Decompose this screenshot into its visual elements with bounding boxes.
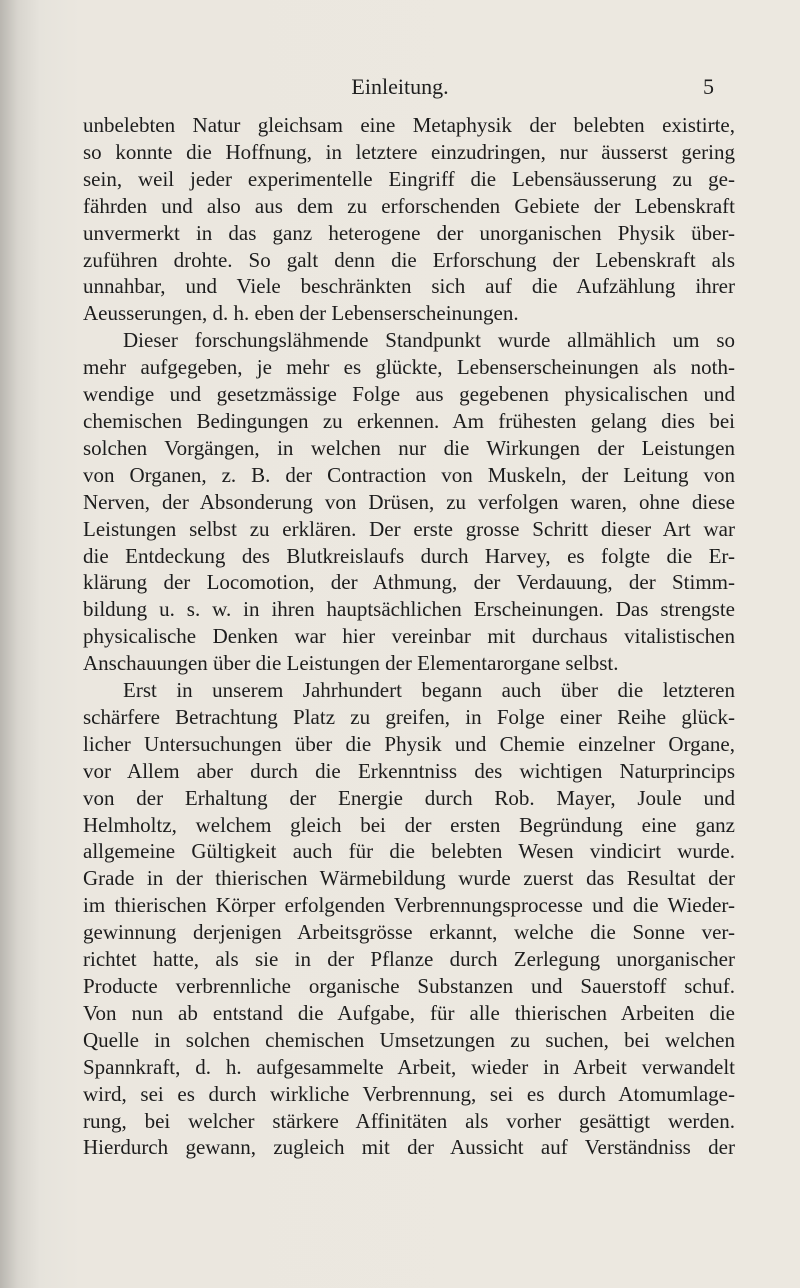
text-line: sein, weil jeder experimentelle Eingriff die Lebensäusserung zu ge-	[83, 166, 735, 191]
text-line: Hierdurch gewann, zugleich mit der Aussicht auf Verständniss der	[83, 1135, 735, 1160]
text-line: von Organen, z. B. der Contraction von Muskeln, der Leitung von	[83, 462, 735, 487]
text-line: im thierischen Körper erfolgenden Verbrennungsprocesse und die Wieder-	[83, 893, 735, 918]
page-header	[0, 74, 800, 104]
text-line: allgemeine Gültigkeit auch für die belebten Wesen vindicirt wurde.	[83, 839, 735, 864]
text-line: die Entdeckung des Blutkreislaufs durch Harvey, es folgte die Er-	[83, 543, 735, 568]
page-number: 5	[703, 74, 714, 99]
text-line: Spannkraft, d. h. aufgesammelte Arbeit, wieder in Arbeit verwandelt	[83, 1054, 735, 1079]
paragraph	[83, 112, 735, 327]
text-line: Quelle in solchen chemischen Umsetzungen zu suchen, bei welchen	[83, 1027, 735, 1052]
text-line: licher Untersuchungen über die Physik und Chemie einzelner Organe,	[83, 731, 735, 756]
running-title: Einleitung.	[351, 74, 449, 99]
text-line: Grade in der thierischen Wärmebildung wurde zuerst das Resultat der	[83, 866, 735, 891]
text-line: Nerven, der Absonderung von Drüsen, zu verfolgen waren, ohne diese	[83, 489, 735, 514]
text-line: schärfere Betrachtung Platz zu greifen, in Folge einer Reihe glück-	[83, 704, 735, 729]
text-line: von der Erhaltung der Energie durch Rob. Mayer, Joule und	[83, 785, 735, 810]
text-line: unvermerkt in das ganz heterogene der unorganischen Physik über-	[83, 220, 735, 245]
text-line: Producte verbrennliche organische Substanzen und Sauerstoff schuf.	[83, 974, 735, 998]
paragraph	[83, 677, 735, 1161]
text-line: solchen Vorgängen, in welchen nur die Wirkungen der Leistungen	[83, 435, 735, 460]
text-line: fährden und also aus dem zu erforschenden Gebiete der Lebenskraft	[83, 193, 735, 218]
text-line: wendige und gesetzmässige Folge aus gegebenen physicalischen und	[83, 382, 735, 407]
text-line: klärung der Locomotion, der Athmung, der Verdauung, der Stimm-	[83, 570, 735, 595]
text-line: gewinnung derjenigen Arbeitsgrösse erkannt, welche die Sonne ver-	[83, 920, 735, 945]
text-line: Anschauungen über die Leistungen der Elementarorgane selbst.	[83, 651, 619, 676]
text-line: richtet hatte, als sie in der Pflanze durch Zerlegung unorganischer	[83, 947, 735, 972]
text-line: Helmholtz, welchem gleich bei der ersten Begründung eine ganz	[83, 812, 735, 837]
body-text	[83, 112, 735, 1161]
text-line: Leistungen selbst zu erklären. Der erste grosse Schritt dieser Art war	[83, 516, 735, 541]
text-line: mehr aufgegeben, je mehr es glückte, Lebenserscheinungen als noth-	[83, 355, 735, 380]
text-line: unbelebten Natur gleichsam eine Metaphysik der belebten existirte,	[83, 113, 735, 137]
text-line: Von nun ab entstand die Aufgabe, für alle thierischen Arbeiten die	[83, 1000, 735, 1025]
text-line: so konnte die Hoffnung, in letztere einzudringen, nur äusserst gering	[83, 139, 735, 164]
paragraph	[83, 327, 735, 677]
text-line: chemischen Bedingungen zu erkennen. Am frühesten gelang dies bei	[83, 408, 735, 433]
text-line: zuführen drohte. So galt denn die Erforschung der Lebenskraft als	[83, 247, 735, 272]
text-line: Dieser forschungslähmende Standpunkt wurde allmählich um so	[123, 328, 735, 353]
text-line: wird, sei es durch wirkliche Verbrennung, sei es durch Atomumlage-	[83, 1081, 735, 1106]
text-line: unnahbar, und Viele beschränkten sich auf die Aufzählung ihrer	[83, 274, 735, 299]
text-line: bildung u. s. w. in ihren hauptsächlichen Erscheinungen. Das strengste	[83, 597, 735, 622]
text-line: physicalische Denken war hier vereinbar mit durchaus vitalistischen	[83, 624, 735, 649]
text-line: Erst in unserem Jahrhundert begann auch über die letzteren	[123, 678, 735, 703]
text-line: Aeusserungen, d. h. eben der Lebenserscheinungen.	[83, 301, 519, 326]
text-line: rung, bei welcher stärkere Affinitäten als vorher gesättigt werden.	[83, 1108, 735, 1133]
text-line: vor Allem aber durch die Erkenntniss des wichtigen Naturprincips	[83, 758, 735, 783]
